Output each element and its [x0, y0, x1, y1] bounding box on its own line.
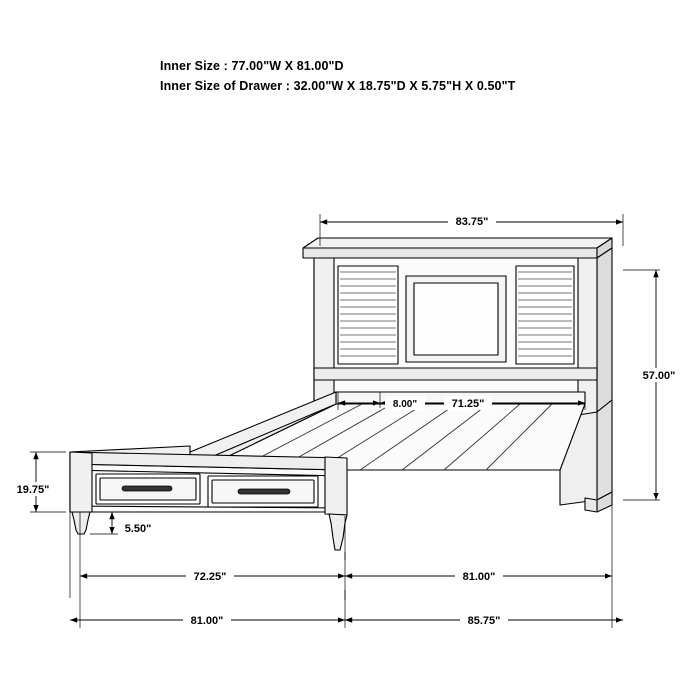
dim-drawer-clearance: 5.50"	[124, 523, 152, 535]
dim-inner-rail-width: 71.25"	[451, 398, 485, 410]
dim-overall-width: 81.00"	[190, 615, 224, 627]
dim-rail-gap: 8.00"	[392, 399, 418, 410]
dim-footboard-height: 19.75"	[16, 484, 50, 496]
dim-footboard-width: 72.25"	[193, 571, 227, 583]
inner-drawer-size-line: Inner Size of Drawer : 32.00"W X 18.75"D X 5.75"H X 0.50"T	[160, 79, 516, 93]
dim-overall-depth: 85.75"	[467, 615, 501, 627]
inner-size-line: Inner Size : 77.00"W X 81.00"D	[160, 59, 344, 73]
dim-headboard-height: 57.00"	[642, 370, 676, 382]
dim-bed-side-length: 81.00"	[462, 571, 496, 583]
bed-illustration	[70, 238, 612, 550]
dim-headboard-width: 83.75"	[455, 216, 489, 228]
